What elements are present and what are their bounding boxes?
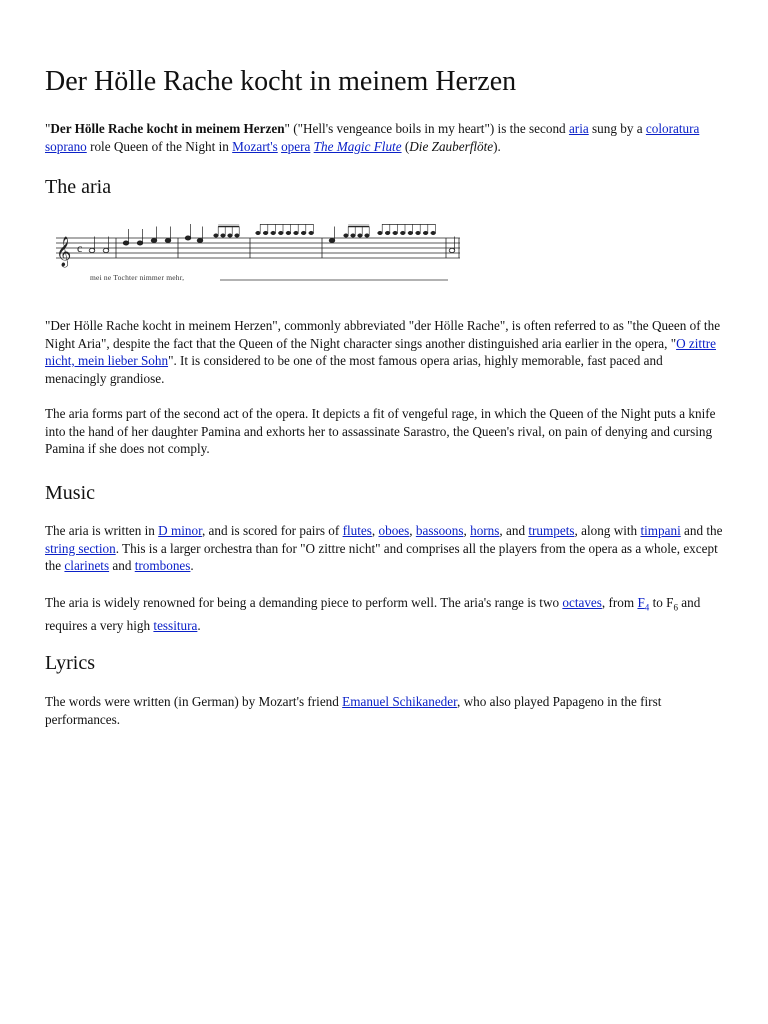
aria-paragraph-2: The aria forms part of the second act of the opera. It depicts a fit of vengeful rage, in which the Queen of the Night puts a knife into the hand of her daughter Pamina and exhorts her to assassinate Sarastro, the Queen's rival, on pain of denying and cursing Pamina if she does not comply. <box>45 406 716 456</box>
note-head <box>378 231 383 235</box>
note-head <box>301 231 306 235</box>
note-head <box>365 234 370 238</box>
link-magic-flute-text: The Magic Flute <box>313 138 402 154</box>
text-segment: , and <box>499 523 529 538</box>
note-head <box>256 231 261 235</box>
link-trombones[interactable]: trombones <box>134 558 191 573</box>
text-segment: , <box>409 523 416 538</box>
link-mozart[interactable]: Mozart's <box>232 138 278 154</box>
note-head <box>449 248 455 252</box>
music-paragraph-2 <box>45 594 725 635</box>
note-head <box>228 234 233 238</box>
link-trumpets[interactable]: trumpets <box>528 523 575 538</box>
text-segment: , and is scored for pairs of <box>201 523 343 538</box>
bold-title: Der Hölle Rache kocht in meinem Herzen <box>50 121 285 136</box>
link-tessitura[interactable]: tessitura <box>153 618 198 634</box>
aria-paragraph-1 <box>45 317 725 387</box>
text-segment: and the <box>680 523 723 538</box>
text-segment: " <box>45 121 51 136</box>
note-head <box>263 231 268 235</box>
subscript-6: 6 <box>673 602 678 613</box>
text-segment: The aria is widely renowned for being a demanding piece to perform well. The aria's range is two <box>45 595 563 610</box>
note-head <box>309 231 314 235</box>
text-segment: , along with <box>574 523 641 538</box>
link-bassoons[interactable]: bassoons <box>415 523 464 538</box>
treble-clef-icon: 𝄞 <box>56 237 72 267</box>
note-head <box>89 248 95 252</box>
note-head <box>278 231 283 235</box>
text-segment: The aria is written in <box>45 523 159 538</box>
note-head <box>358 234 363 238</box>
italic-zauberflote: Die Zauberflöte <box>409 138 494 154</box>
note-head <box>235 234 240 238</box>
note-head <box>400 231 405 235</box>
time-signature: c <box>77 241 83 255</box>
lyrics-paragraph <box>45 693 725 728</box>
note-head <box>165 238 171 242</box>
text-segment: , who also played Papageno in the first performances. <box>45 694 662 727</box>
note-head <box>408 231 413 235</box>
text-segment: , <box>371 523 379 538</box>
section-heading-the-aria: The aria <box>45 176 112 198</box>
note-head <box>329 238 335 242</box>
text-segment: role Queen of the Night in <box>86 138 233 154</box>
text-segment: " ("Hell's vengeance boils in my heart") is the second <box>284 121 569 136</box>
text-segment: and <box>109 558 135 573</box>
note-head <box>294 231 299 235</box>
sheet-music-image <box>50 224 460 286</box>
text-segment: , from <box>601 595 638 610</box>
text-segment: . <box>197 618 201 634</box>
note-head <box>123 241 129 245</box>
text-segment: sung by a <box>588 121 646 136</box>
link-o-zittre-nicht[interactable]: O zittre nicht, mein lieber Sohn <box>45 335 717 368</box>
note-head <box>137 241 143 245</box>
note-head <box>344 234 349 238</box>
note-head <box>271 231 276 235</box>
link-octaves[interactable]: octaves <box>562 595 602 610</box>
staff-lines <box>56 238 460 258</box>
note-head <box>103 248 109 252</box>
link-d-minor[interactable]: D minor <box>158 523 202 538</box>
note-head <box>351 234 356 238</box>
text-segment: ". It is considered to be one of the most famous opera arias, highly memorable, fast paced and menacingly grandiose. <box>45 353 663 386</box>
link-f4-text: F <box>637 595 645 610</box>
score-lyric: mei ne Tochter nimmer mehr, <box>90 273 185 282</box>
link-magic-flute[interactable] <box>314 139 402 154</box>
page-title: Der Hölle Rache kocht in meinem Herzen <box>45 66 517 97</box>
note-head <box>431 231 436 235</box>
section-heading-lyrics: Lyrics <box>45 652 95 674</box>
link-aria[interactable]: aria <box>568 121 589 136</box>
music-paragraph-1 <box>45 522 725 575</box>
note-head <box>214 234 219 238</box>
note-head <box>385 231 390 235</box>
link-emanuel-schikaneder[interactable]: Emanuel Schikaneder <box>342 694 457 709</box>
intro-paragraph <box>45 120 725 155</box>
link-coloratura-soprano[interactable]: coloratura soprano <box>45 121 700 154</box>
note-head <box>197 238 203 242</box>
note-head <box>416 231 421 235</box>
text-segment: ). <box>493 138 501 154</box>
text-segment: "Der Hölle Rache kocht in meinem Herzen", commonly abbreviated "der Hölle Rache", is often referred to as "the Queen of the Night Aria", despite the fact that the Queen of the Night character sings another distinguished aria earlier in the opera, " <box>45 318 721 351</box>
note-head <box>151 238 157 242</box>
subscript-4: 4 <box>644 602 650 613</box>
text-segment: to F <box>649 595 674 610</box>
link-string-section[interactable]: string section <box>45 540 116 556</box>
note-head <box>393 231 398 235</box>
section-heading-music: Music <box>45 482 95 504</box>
link-flutes[interactable]: flutes <box>342 523 372 538</box>
link-timpani[interactable]: timpani <box>640 523 681 538</box>
text-segment: . <box>190 558 194 573</box>
link-clarinets[interactable]: clarinets <box>64 558 110 573</box>
link-horns[interactable]: horns <box>470 523 500 538</box>
text-segment: , <box>463 523 471 538</box>
link-opera[interactable]: opera <box>281 138 311 154</box>
link-f4[interactable] <box>637 595 650 613</box>
note-head <box>423 231 428 235</box>
note-head <box>286 231 291 235</box>
link-oboes[interactable]: oboes <box>378 523 410 538</box>
text-segment: ( <box>401 138 410 154</box>
text-segment: The words were written (in German) by Mozart's friend <box>45 694 343 709</box>
text-segment: . This is a larger orchestra than for "O zittre nicht" and comprises all the players from the opera as a whole, except the <box>45 540 718 573</box>
note-head <box>185 236 191 240</box>
text-segment: and requires a very high <box>45 595 701 634</box>
note-head <box>221 234 226 238</box>
